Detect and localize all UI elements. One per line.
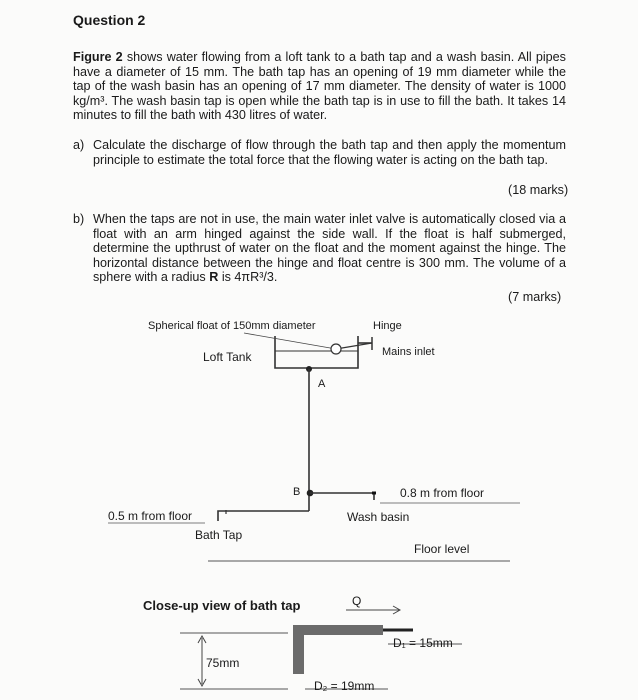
part-b-text-2: is 4πR³/3. [218,270,278,285]
basin-pipe [310,493,374,500]
wash-basin-label: Wash basin [347,510,410,524]
part-a-marks: (18 marks) [508,183,569,197]
bath-tap-pipe [218,511,309,521]
part-b-radius: R [209,270,219,285]
part-b-label: b) [73,212,85,226]
part-a-label: a) [73,138,85,152]
loft-tank-label: Loft Tank [203,350,252,364]
d2-label: D₂ = 19mm [314,679,375,693]
part-a-text: Calculate the discharge of flow through the bath tap and then apply the momentum principle to estimate the total force that the flowing water is acting on the bath tap. [93,138,566,167]
bath-tap-label: Bath Tap [195,528,243,542]
closeup-title: Close-up view of bath tap [143,598,301,613]
basin-height-label: 0.8 m from floor [400,486,485,500]
part-b-text-1: When the taps are not in use, the main water inlet valve is automatically closed via a float with an arm hinged against the side wall. If the float is half submerged, determine the upthrust of water on the float and the moment against the hinge. The horizontal distance between the hinge and float centre is 300 mm. The volume of a sphere with a radius [93,212,566,285]
question-heading: Question 2 [73,12,146,28]
float-sphere [331,344,341,354]
d1-label: D₁ = 15mm [393,636,453,650]
figure-reference: Figure 2 [73,50,123,64]
tap-spout [293,625,304,674]
hinge-label: Hinge [373,320,402,332]
intro-text: shows water flowing from a loft tank to a bath tap and a wash basin. All pipes have a diameter of 15 mm. The bath tap has an opening of 19 mm diameter while the tap of the wash basin has an opening of 17 mm diameter. The density of water is 1000 kg/m³. The wash basin tap is open while the bath tap is in use to fill the bath. It takes 14 minutes to fill the bath with 430 litres of water. [73,50,566,123]
height-label: 75mm [206,656,240,670]
tap-pipe-horizontal [293,625,383,635]
floor-level-label: Floor level [414,542,470,556]
float-label: Spherical float of 150mm diameter [148,320,316,332]
point-b-label: B [293,486,301,498]
float-pointer [244,333,336,349]
tap-height-label: 0.5 m from floor [108,509,193,523]
part-b-marks: (7 marks) [508,290,562,304]
point-a-label: A [318,378,326,390]
flow-q-label: Q [352,594,362,608]
mains-inlet-label: Mains inlet [382,346,435,358]
